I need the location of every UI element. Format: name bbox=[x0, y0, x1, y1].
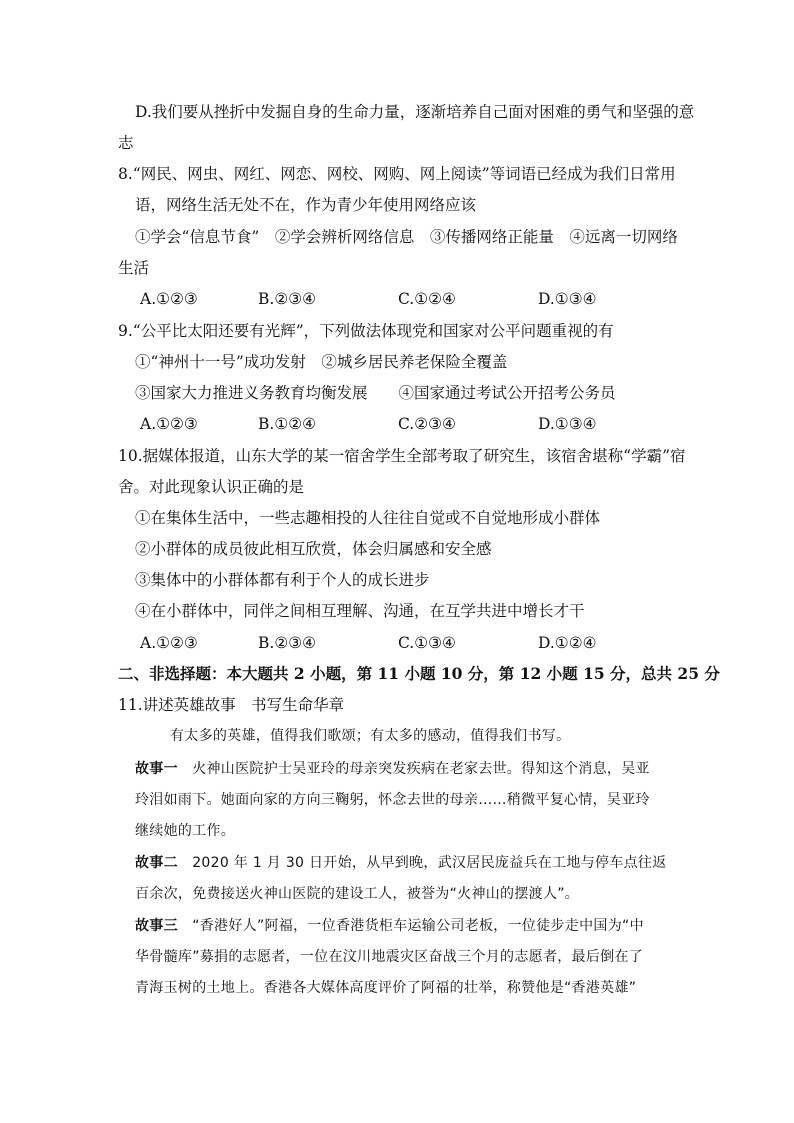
q8-stem-line2: 语，网络生活无处不在，作为青少年使用网络应该 bbox=[135, 196, 477, 214]
q10-item-1: ①在集体生活中，一些志趣相投的人往往自觉或不自觉地形成小群体 bbox=[135, 509, 601, 527]
q8-items-line2: 生活 bbox=[118, 259, 150, 277]
story3-text-1: “香港好人”阿福，一位香港货柜车运输公司老板，一位徒步走中国为“中 bbox=[177, 918, 644, 934]
section2-heading: 二、非选择题：本大题共 2 小题，第 11 小题 10 分，第 12 小题 15 分，总共 25 分 bbox=[118, 664, 720, 683]
story2-label: 故事二 bbox=[135, 855, 178, 871]
story1-line2: 玲泪如雨下。她面向家的方向三鞠躬，怀念去世的母亲……稍微平复心情，吴亚玲 bbox=[135, 792, 650, 808]
q11-title: 11.讲述英雄故事 书写生命华章 bbox=[118, 696, 345, 714]
q9-stem: 9.“公平比太阳还要有光辉”，下列做法体现党和国家对公平问题重视的有 bbox=[118, 322, 614, 340]
q9-option-a: A.①②③ bbox=[140, 415, 198, 433]
q10-item-4: ④在小群体中，同伴之间相互理解、沟通，在互学共进中增长才干 bbox=[135, 602, 585, 620]
q10-item-2: ②小群体的成员彼此相互欣赏，体会归属感和安全感 bbox=[135, 540, 492, 558]
story1-line1 bbox=[135, 758, 650, 780]
q9-option-b: B.①②④ bbox=[258, 415, 317, 433]
q8-option-d: D.①③④ bbox=[538, 290, 597, 308]
q9-option-d: D.①③④ bbox=[538, 415, 597, 433]
story3-line1 bbox=[135, 915, 644, 937]
q10-stem-line2: 舍。对此现象认识正确的是 bbox=[118, 478, 305, 496]
q11-intro: 有太多的英雄，值得我们歌颂；有太多的感动，值得我们书写。 bbox=[170, 728, 571, 744]
q10-item-3: ③集体中的小群体都有利于个人的成长进步 bbox=[135, 571, 430, 589]
q9-items-line2: ③国家大力推进义务教育均衡发展 ④国家通过考试公开招考公务员 bbox=[135, 384, 616, 402]
q10-option-d: D.①②④ bbox=[538, 634, 597, 652]
q8-option-a: A.①②③ bbox=[140, 290, 198, 308]
story2-text-1: 2020 年 1 月 30 日开始，从早到晚，武汉居民庞益兵在工地与停车点往返 bbox=[177, 855, 667, 871]
q8-stem-line1: 8.“网民、网虫、网红、网恋、网校、网购、网上阅读”等词语已经成为我们日常用 bbox=[118, 165, 676, 183]
q10-option-c: C.①③④ bbox=[398, 634, 456, 652]
story2-line1 bbox=[135, 852, 667, 874]
story3-line3: 青海玉树的土地上。香港各大媒体高度评价了阿福的壮举，称赞他是“香港英雄” bbox=[135, 980, 637, 996]
story1-label: 故事一 bbox=[135, 761, 178, 777]
q10-option-a: A.①②③ bbox=[140, 634, 198, 652]
q8-option-c: C.①②④ bbox=[398, 290, 456, 308]
q8-items-line1: ①学会“信息节食” ②学会辨析网络信息 ③传播网络正能量 ④远离一切网络 bbox=[135, 228, 678, 246]
q7-option-d-line1: D.我们要从挫折中发掘自身的生命力量，逐渐培养自己面对困难的勇气和坚强的意 bbox=[135, 103, 695, 121]
q10-option-b: B.②③④ bbox=[258, 634, 317, 652]
story3-label: 故事三 bbox=[135, 918, 178, 934]
q10-stem-line1: 10.据媒体报道，山东大学的某一宿舍学生全部考取了研究生，该宿舍堪称“学霸”宿 bbox=[118, 447, 686, 465]
story1-text-1: 火神山医院护士吴亚玲的母亲突发疾病在老家去世。得知这个消息，吴亚 bbox=[177, 761, 650, 777]
story2-line2: 百余次，免费接送火神山医院的建设工人，被誉为“火神山的摆渡人”。 bbox=[135, 886, 580, 902]
q7-option-d-line2: 志 bbox=[118, 134, 134, 152]
q9-option-c: C.②③④ bbox=[398, 415, 456, 433]
q8-option-b: B.②③④ bbox=[258, 290, 317, 308]
story3-line2: 华骨髓库”募捐的志愿者，一位在汶川地震灾区奋战三个月的志愿者，最后倒在了 bbox=[135, 949, 644, 965]
story1-line3: 继续她的工作。 bbox=[135, 823, 236, 839]
q9-items-line1: ①“神州十一号”成功发射 ②城乡居民养老保险全覆盖 bbox=[135, 353, 508, 371]
